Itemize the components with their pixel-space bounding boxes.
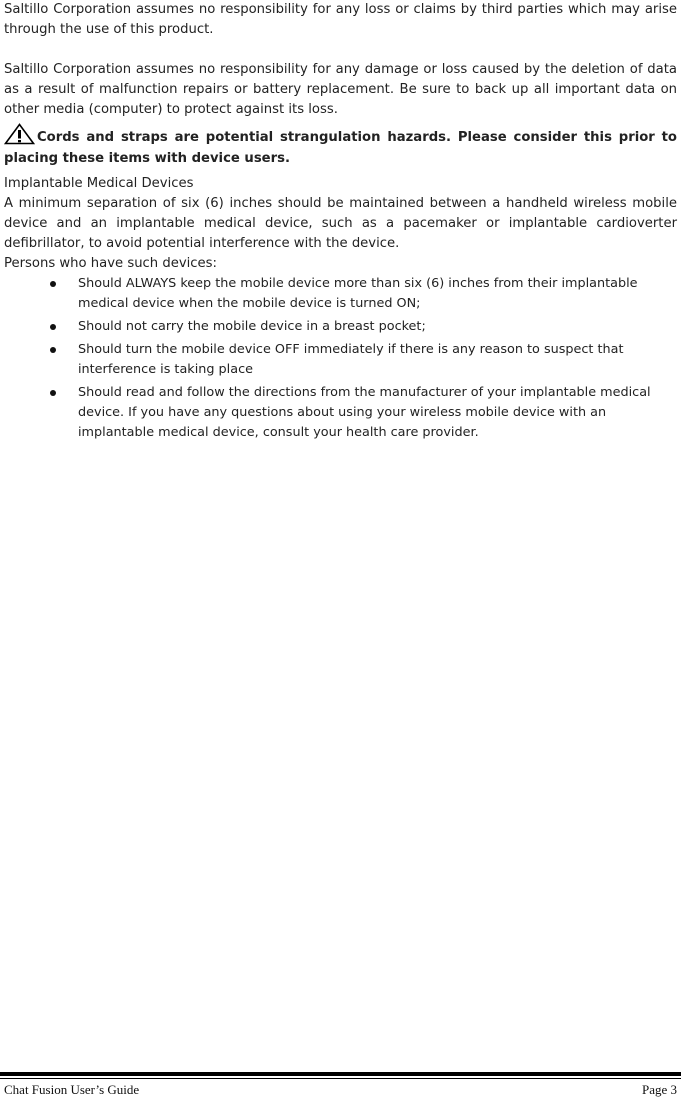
document-body (4, 0, 677, 446)
persons-lead: Persons who have such devices: (4, 256, 217, 271)
footer-rule-thin (0, 1078, 681, 1079)
liability-paragraph-1: Saltillo Corporation assumes no responsibility for any loss or claims by third parties which may arise through the use of this product. (4, 2, 677, 37)
footer-guide-title: Chat Fusion User’s Guide (4, 1082, 140, 1097)
paragraph-spacer (4, 40, 677, 60)
list-item-text: Should not carry the mobile device in a breast pocket; (78, 319, 426, 334)
warning-text: Cords and straps are potential strangulation hazards. Please consider this prior to placing these items with device users. (4, 130, 677, 166)
list-item (4, 340, 677, 380)
footer-page-number: Page 3 (641, 1082, 677, 1097)
bullet-icon (50, 281, 56, 287)
list-item-text: Should read and follow the directions from the manufacturer of your implantable medical device. If you have any questions about using your wireless mobile device with an implantable medical device, consult your health care provider. (78, 385, 651, 440)
strangulation-warning (4, 123, 677, 169)
precaution-list (4, 274, 677, 443)
list-item (4, 274, 677, 314)
bullet-icon (50, 324, 56, 330)
list-item-text: Should ALWAYS keep the mobile device more than six (6) inches from their implantable medical device when the mobile device is turned ON; (78, 276, 638, 311)
section-heading: Implantable Medical Devices (4, 176, 194, 191)
list-item (4, 317, 677, 337)
bullet-icon (50, 390, 56, 396)
separation-paragraph: A minimum separation of six (6) inches should be maintained between a handheld wireless mobile device and an implantable medical device, such as a pacemaker or implantable cardioverter defibrillator, to avoid potential interference with the device. (4, 196, 677, 251)
list-item-text: Should turn the mobile device OFF immediately if there is any reason to suspect that interference is taking place (78, 342, 624, 377)
footer-rule-thick (0, 1072, 681, 1076)
warning-triangle-icon (4, 123, 35, 145)
liability-paragraph-2: Saltillo Corporation assumes no responsibility for any damage or loss caused by the deletion of data as a result of malfunction repairs or battery replacement. Be sure to back up all important data on other media (computer) to protect against its loss. (4, 62, 677, 117)
list-item (4, 383, 677, 443)
bullet-icon (50, 347, 56, 353)
